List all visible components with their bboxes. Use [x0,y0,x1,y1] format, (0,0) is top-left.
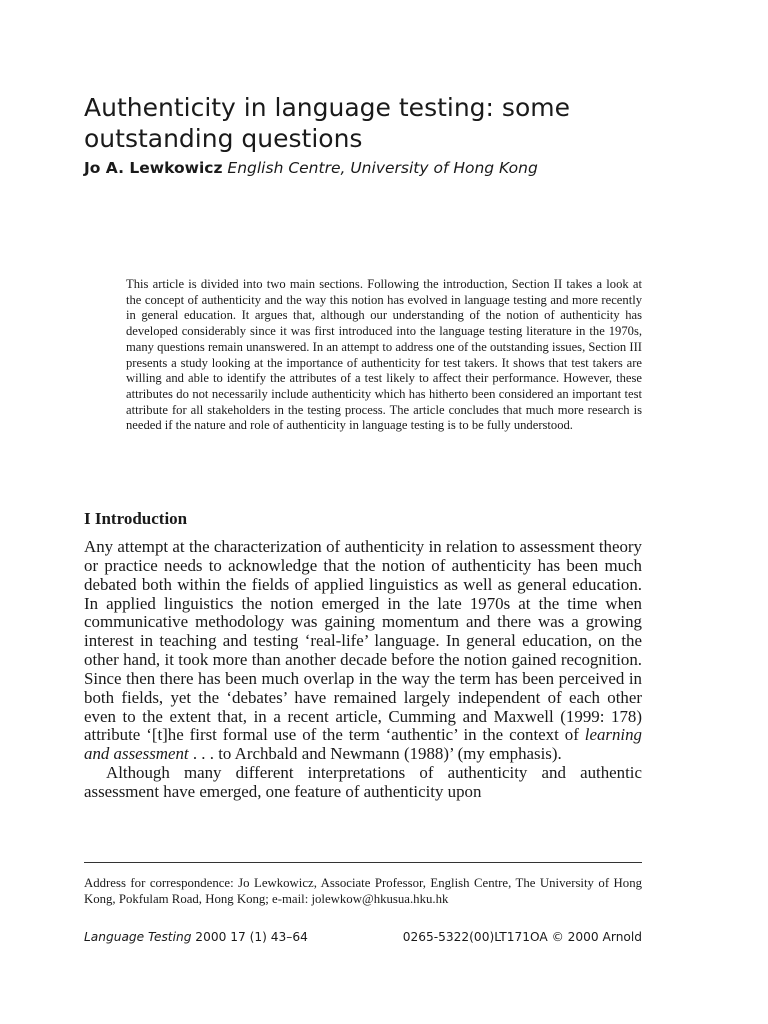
author-name: Jo A. Lewkowicz [84,159,223,177]
author-affiliation: English Centre, University of Hong Kong [227,159,538,177]
journal-issue: 2000 17 (1) 43–64 [191,930,308,944]
journal-reference [84,928,308,946]
publication-code: 0265-5322(00)LT171OA © 2000 Arnold [402,930,642,944]
section-heading-introduction: I Introduction [84,509,188,528]
paragraph-1-text-end: . . . to Archbald and Newmann (1988)’ (my emphasis). [188,744,562,764]
page-footer [84,928,642,946]
paragraph-1 [84,538,642,764]
byline [84,158,684,178]
paragraph-1-text: Any attempt at the characterization of authenticity in relation to assessment theory or practice needs to acknowledge that the notion of authenticity has been much debated both within the fields of applied linguistics as well as general education. In applied linguistics the notion emerged in the late 1970s at the time when communicative methodology was gaining momentum and there was a growing interest in teaching and testing ‘real-life’ language. In general education, on the other hand, it took more than another decade before the notion gained recognition. Since then there has been much overlap in the way the term has been perceived in both fields, yet the ‘debates’ have remained largely independent of each other even to the extent that, in a recent article, Cumming and Maxwell (1999: 178) attribute ‘[t]he first formal use of the term ‘authentic’ in the context of [84,537,642,745]
correspondence-footnote: Address for correspondence: Jo Lewkowicz, Associate Professor, English Centre, The University of Hong Kong, Pokfulam Road, Hong Kong; e-mail: jolewkow@hkusua.hku.hk [84,876,642,906]
footnote-divider [84,862,642,863]
journal-name: Language Testing [84,930,192,944]
body-text [84,538,642,802]
abstract: This article is divided into two main sections. Following the introduction, Section II takes a look at the concept of authenticity and the way this notion has evolved in language testing and more recently in general education. It argues that, although our understanding of the notion of authenticity has developed considerably since it was first introduced into the language testing literature in the 1970s, many questions remain unanswered. In an attempt to address one of the outstanding issues, Section III presents a study looking at the importance of authenticity for test takers. It shows that test takers are willing and able to identify the attributes of a test likely to affect their performance. However, these attributes do not necessarily include authenticity which has hitherto been considered an important test attribute for all stakeholders in the testing process. The article concludes that much more research is needed if the nature and role of authenticity in language testing is to be fully understood. [126,277,642,433]
paragraph-2: Although many different interpretations of authenticity and authentic assessment have emerged, one feature of authenticity upon [84,763,642,801]
paragraph-1-emphasis: learning and assessment [84,725,642,764]
article-title: Authenticity in language testing: some outstanding questions [84,93,570,153]
